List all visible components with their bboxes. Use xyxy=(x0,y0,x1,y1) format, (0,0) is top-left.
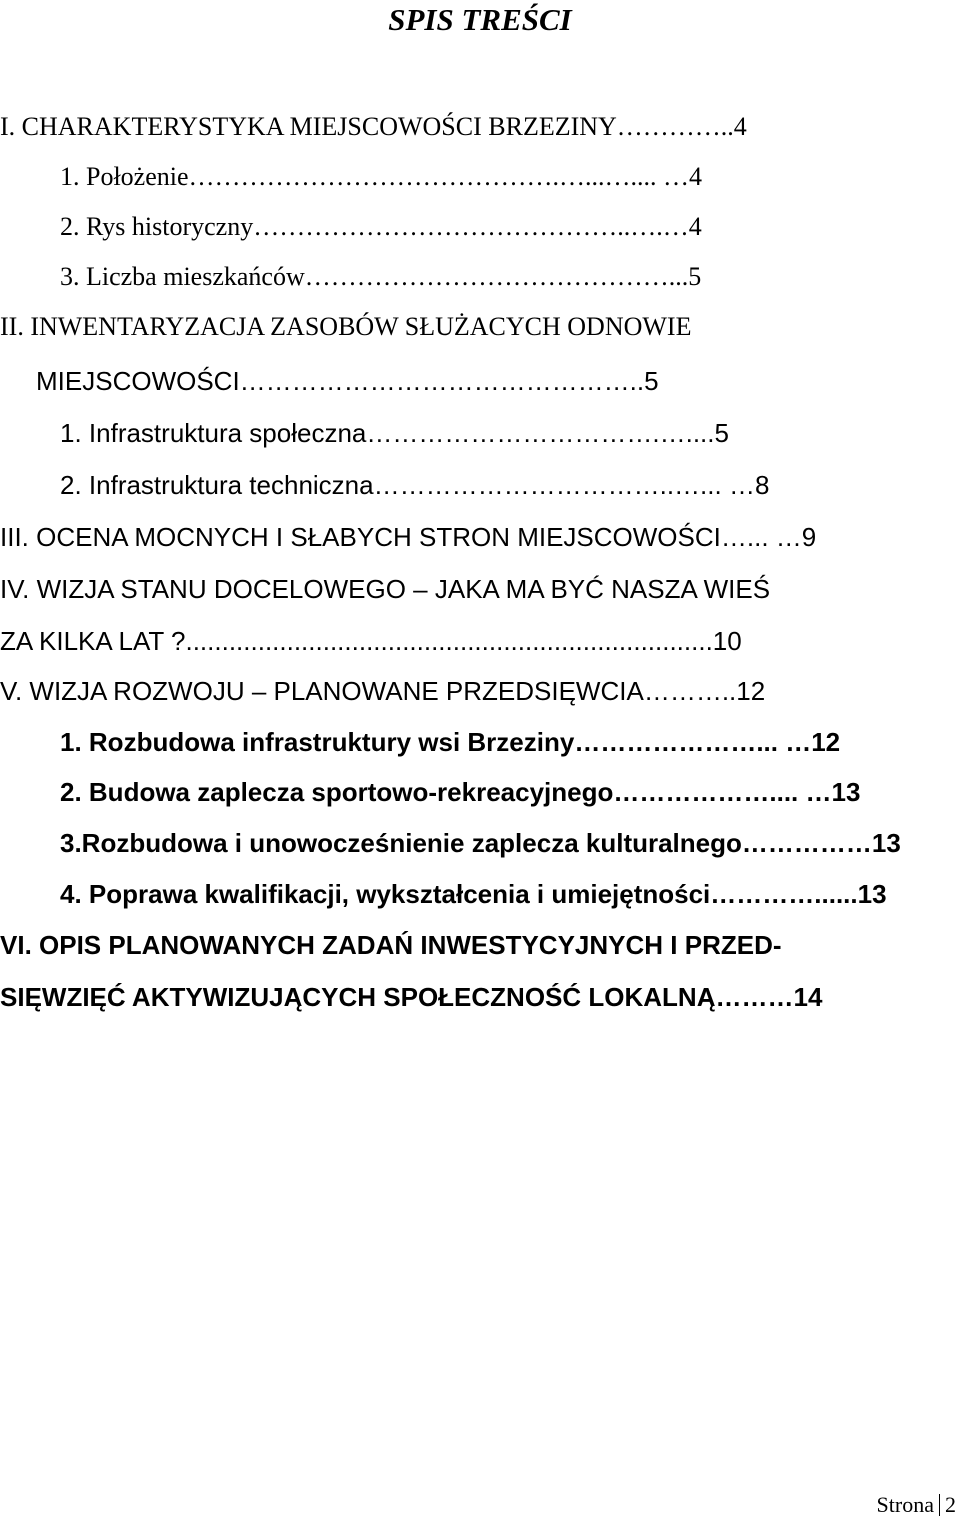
toc-section-2-cont: MIEJSCOWOŚCI………………………………………..5 xyxy=(36,366,659,396)
toc-section-1: I. CHARAKTERYSTYKA MIEJSCOWOŚCI BRZEZINY…………..4 xyxy=(0,112,747,141)
toc-section-6-cont: SIĘWZIĘĆ AKTYWIZUJĄCYCH SPOŁECZNOŚĆ LOKALNĄ………14 xyxy=(0,982,823,1012)
toc-item-5-4: 4. Poprawa kwalifikacji, wykształcenia i umiejętności…………......13 xyxy=(60,879,887,909)
footer-label: Strona xyxy=(876,1492,934,1517)
toc-section-3: III. OCENA MOCNYCH I SŁABYCH STRON MIEJSCOWOŚCI…... …9 xyxy=(0,522,817,552)
footer-divider xyxy=(939,1494,940,1516)
toc-item-2-1: 1. Infrastruktura społeczna…………………………….…....5 xyxy=(60,418,729,448)
toc-section-2: II. INWENTARYZACJA ZASOBÓW SŁUŻACYCH ODNOWIE xyxy=(0,312,692,341)
toc-section-4: IV. WIZJA STANU DOCELOWEGO – JAKA MA BYĆ NASZA WIEŚ xyxy=(0,574,771,604)
toc-item-1-2: 2. Rys historyczny……………………………………..….…4 xyxy=(60,212,702,241)
toc-item-5-1: 1. Rozbudowa infrastruktury wsi Brzeziny…………………... …12 xyxy=(60,727,841,757)
page-footer xyxy=(877,1492,956,1518)
toc-item-1-3: 3. Liczba mieszkańców……………………………………...5 xyxy=(60,262,702,291)
page-title: SPIS TREŚCI xyxy=(388,2,572,37)
toc-item-2-2: 2. Infrastruktura techniczna……………………………..…... …8 xyxy=(60,470,770,500)
toc-section-5: V. WIZJA ROZWOJU – PLANOWANE PRZEDSIĘWCIA………..12 xyxy=(0,676,766,706)
toc-section-6: VI. OPIS PLANOWANYCH ZADAŃ INWESTYCYJNYCH I PRZED- xyxy=(0,930,782,960)
toc-section-4-cont: ZA KILKA LAT ?.........................................................................10 xyxy=(0,626,742,656)
page-number: 2 xyxy=(945,1492,956,1517)
toc-item-1-1: 1. Położenie…………………………………….…...….... …4 xyxy=(60,162,703,191)
toc-item-5-3: 3.Rozbudowa i unowocześnienie zaplecza kulturalnego……………13 xyxy=(60,828,901,858)
toc-item-5-2: 2. Budowa zaplecza sportowo-rekreacyjnego……………….... …13 xyxy=(60,777,861,807)
